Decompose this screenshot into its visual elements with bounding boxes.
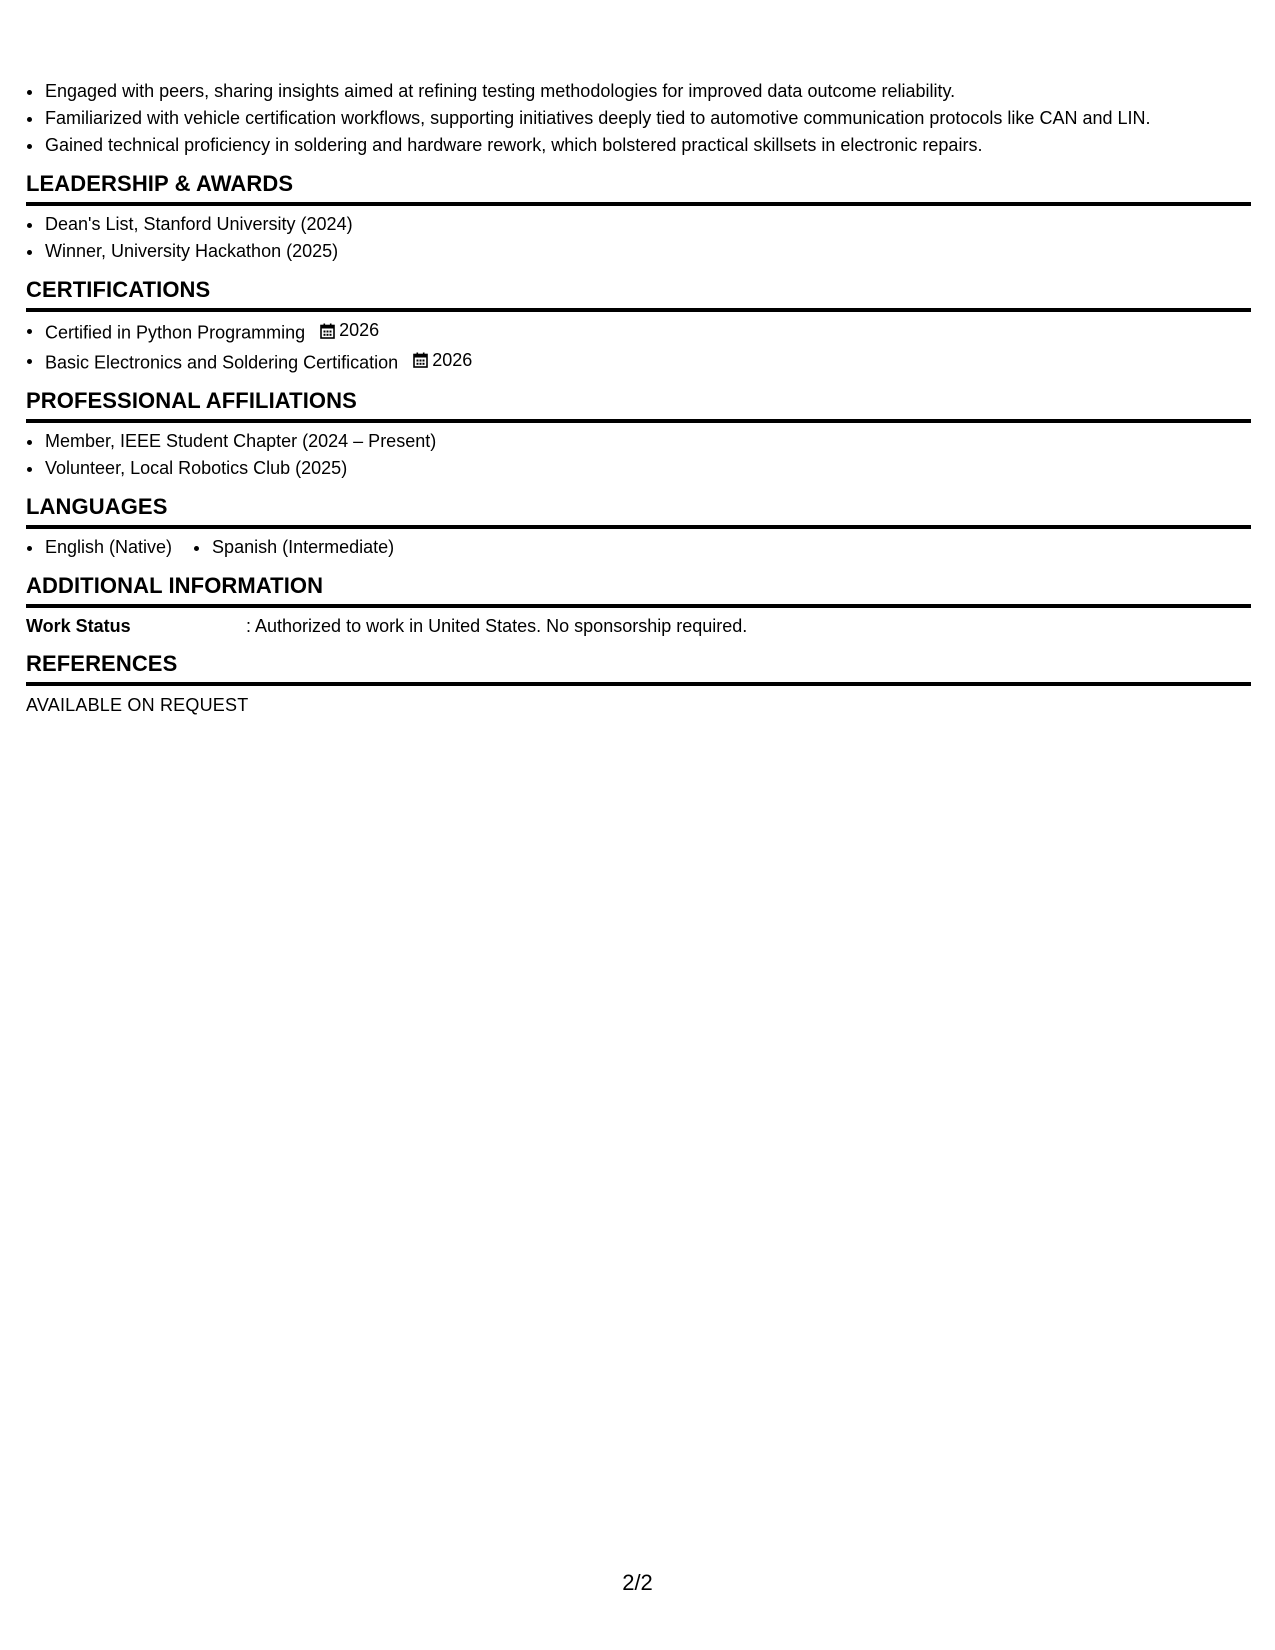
languages-list	[26, 534, 1251, 561]
affiliations-heading: PROFESSIONAL AFFILIATIONS	[26, 388, 1251, 423]
affiliation-item: Volunteer, Local Robotics Club (2025)	[45, 455, 1251, 482]
experience-bullet: Familiarized with vehicle certification workflows, supporting initiatives deeply tied to automotive communication protocols like CAN and LIN.	[45, 105, 1251, 132]
languages-section	[26, 494, 1251, 561]
affiliation-item: Member, IEEE Student Chapter (2024 – Present)	[45, 428, 1251, 455]
work-status-row	[26, 613, 1251, 639]
language-item: Spanish (Intermediate)	[212, 534, 394, 561]
languages-heading: LANGUAGES	[26, 494, 1251, 529]
certification-date	[320, 317, 379, 344]
references-heading: REFERENCES	[26, 651, 1251, 686]
experience-bullet: Engaged with peers, sharing insights aimed at refining testing methodologies for improved data outcome reliability.	[45, 78, 1251, 105]
experience-bullet-list	[26, 78, 1251, 159]
work-status-label: Work Status	[26, 616, 131, 636]
certification-item	[45, 317, 1251, 347]
leadership-item: Winner, University Hackathon (2025)	[45, 238, 1251, 265]
leadership-item: Dean's List, Stanford University (2024)	[45, 211, 1251, 238]
references-text: AVAILABLE ON REQUEST	[26, 695, 249, 715]
additional-info-section	[26, 573, 1251, 639]
language-item: English (Native)	[45, 534, 172, 561]
calendar-icon	[413, 352, 428, 368]
experience-bullet: Gained technical proficiency in soldering and hardware rework, which bolstered practical skillsets in electronic repairs.	[45, 132, 1251, 159]
leadership-section	[26, 171, 1251, 265]
resume-page	[26, 78, 1251, 719]
work-status-value: : Authorized to work in United States. No sponsorship required.	[246, 616, 748, 636]
certification-year: 2026	[339, 320, 380, 340]
affiliations-list	[26, 428, 1251, 482]
certification-item	[45, 347, 1251, 377]
certification-date	[413, 347, 472, 374]
leadership-list	[26, 211, 1251, 265]
additional-info-heading: ADDITIONAL INFORMATION	[26, 573, 1251, 608]
leadership-heading: LEADERSHIP & AWARDS	[26, 171, 1251, 206]
references-section	[26, 651, 1251, 719]
certifications-section	[26, 277, 1251, 376]
page-number: 2/2	[622, 1570, 653, 1595]
affiliations-section	[26, 388, 1251, 482]
certifications-heading: CERTIFICATIONS	[26, 277, 1251, 312]
calendar-icon	[320, 323, 335, 339]
certifications-list	[26, 317, 1251, 376]
certification-year: 2026	[432, 349, 473, 370]
certification-name: Basic Electronics and Soldering Certification	[45, 352, 399, 372]
certification-name: Certified in Python Programming	[45, 322, 306, 343]
